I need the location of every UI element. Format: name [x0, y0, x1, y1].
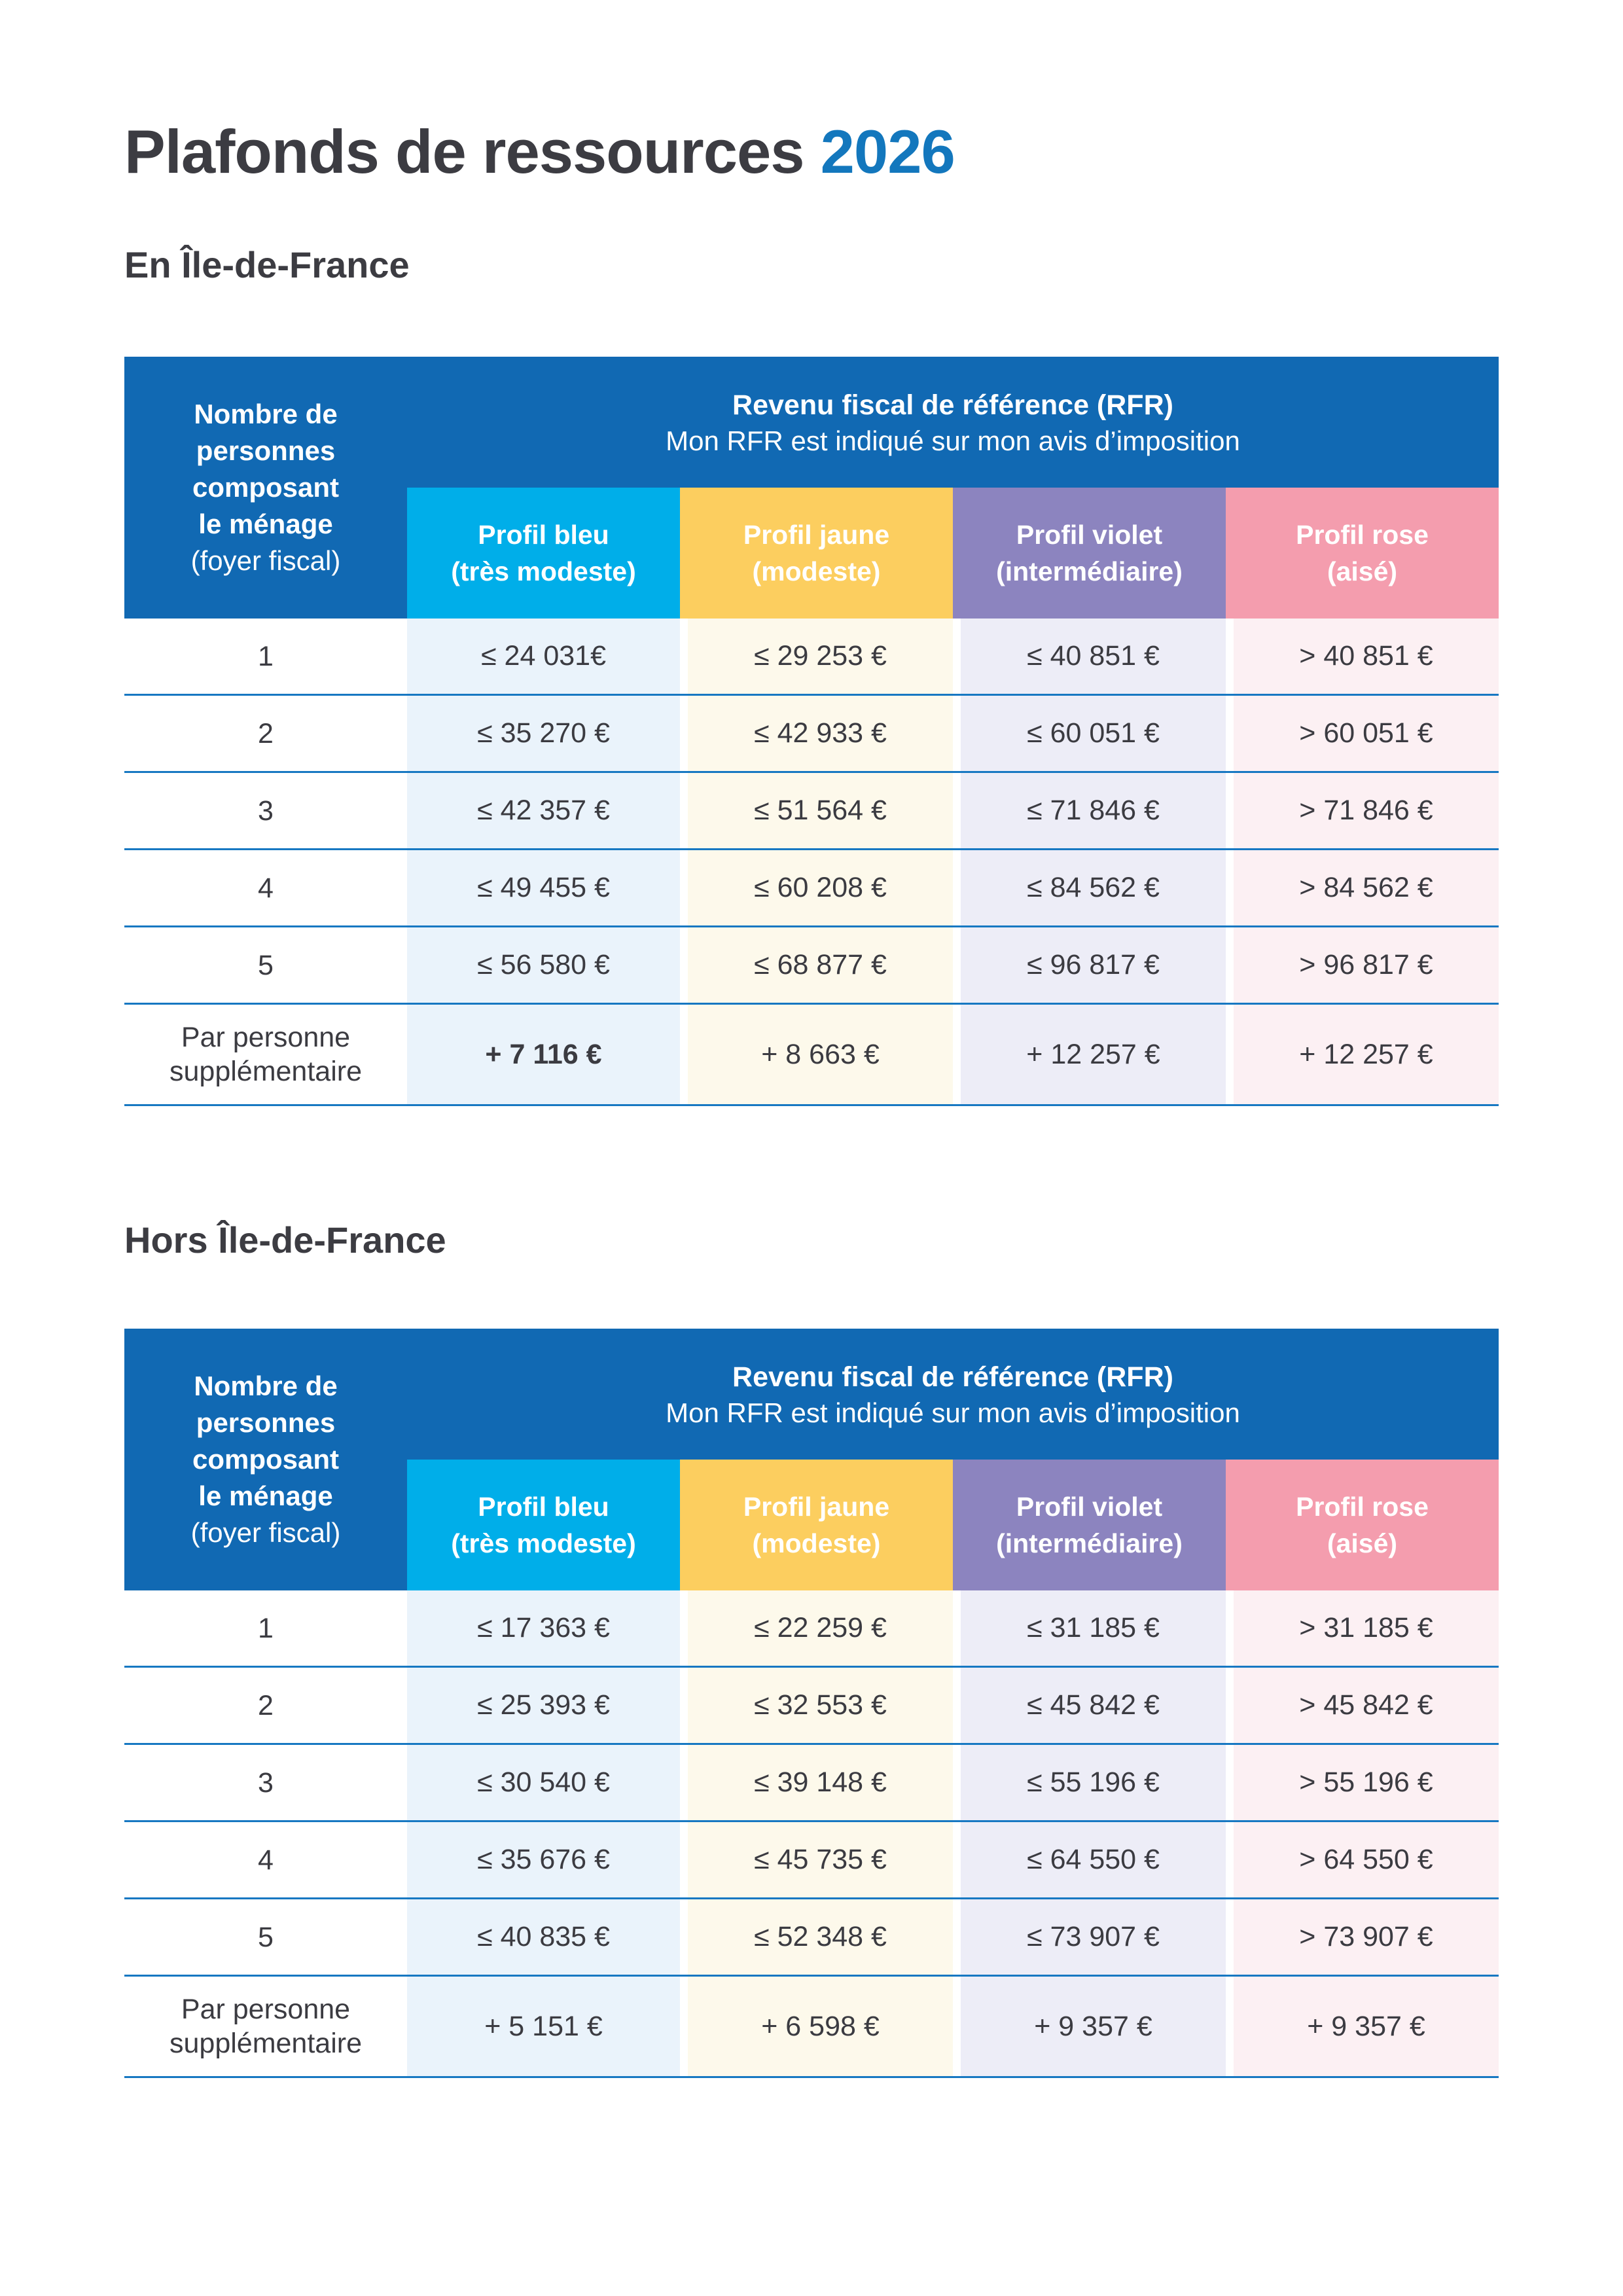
corner-note: (foyer fiscal) [190, 1517, 341, 1548]
value-cell: ≤ 42 933 € [680, 696, 953, 771]
value-cell: ≤ 32 553 € [680, 1668, 953, 1743]
profile-header-jaune [680, 488, 953, 619]
page-title-text: Plafonds de ressources [124, 117, 804, 186]
row-label: 1 [124, 1590, 407, 1666]
row-label: 4 [124, 850, 407, 925]
table-row [124, 619, 1499, 694]
value-cell: > 96 817 € [1226, 927, 1499, 1003]
corner-line: le ménage [198, 509, 333, 539]
profile-qualifier: (très modeste) [451, 1528, 636, 1558]
value-cell: + 12 257 € [953, 1005, 1226, 1104]
value-cell: ≤ 84 562 € [953, 850, 1226, 925]
row-label: Par personne supplémentaire [124, 1977, 407, 2076]
value-cell: > 45 842 € [1226, 1668, 1499, 1743]
value-cell: + 12 257 € [1226, 1005, 1499, 1104]
rfr-subtitle: Mon RFR est indiqué sur mon avis d’imposition [666, 425, 1240, 456]
table-row [124, 1003, 1499, 1104]
rfr-subtitle: Mon RFR est indiqué sur mon avis d’imposition [666, 1397, 1240, 1428]
table-row [124, 771, 1499, 848]
profile-name: Profil jaune [743, 1492, 890, 1522]
table-row [124, 1975, 1499, 2076]
profile-qualifier: (aisé) [1327, 1528, 1398, 1558]
profile-headers [407, 488, 1499, 619]
table-row [124, 1897, 1499, 1975]
profile-header-bleu [407, 488, 680, 619]
profile-qualifier: (aisé) [1327, 556, 1398, 586]
corner-line: composant [192, 1444, 340, 1475]
corner-line: composant [192, 472, 340, 503]
profile-name: Profil jaune [743, 520, 890, 550]
table-row [124, 1590, 1499, 1666]
value-cell: ≤ 55 196 € [953, 1745, 1226, 1820]
value-cell: ≤ 56 580 € [407, 927, 680, 1003]
corner-note: (foyer fiscal) [190, 545, 341, 576]
value-cell: + 9 357 € [953, 1977, 1226, 2076]
corner-line: personnes [196, 1407, 336, 1438]
profile-qualifier: (intermédiaire) [996, 556, 1183, 586]
value-cell: ≤ 51 564 € [680, 773, 953, 848]
row-label: 5 [124, 1899, 407, 1975]
income-table-hors-ile-de-france [124, 1329, 1499, 2078]
value-cell: ≤ 39 148 € [680, 1745, 953, 1820]
value-cell: > 40 851 € [1226, 619, 1499, 694]
value-cell: > 71 846 € [1226, 773, 1499, 848]
profile-name: Profil violet [1016, 1492, 1163, 1522]
profile-qualifier: (très modeste) [451, 556, 636, 586]
value-cell: > 55 196 € [1226, 1745, 1499, 1820]
row-label: 3 [124, 773, 407, 848]
table-body [124, 1590, 1499, 2078]
rfr-title: Revenu fiscal de référence (RFR) [732, 389, 1173, 421]
table-row [124, 1666, 1499, 1743]
profile-header-jaune [680, 1460, 953, 1590]
profile-header-violet [953, 488, 1226, 619]
table-row [124, 848, 1499, 925]
value-cell: + 8 663 € [680, 1005, 953, 1104]
value-cell: ≤ 96 817 € [953, 927, 1226, 1003]
table-row [124, 694, 1499, 771]
income-table-ile-de-france [124, 357, 1499, 1106]
value-cell: ≤ 40 835 € [407, 1899, 680, 1975]
corner-line: Nombre de [194, 1371, 338, 1401]
value-cell: + 6 598 € [680, 1977, 953, 2076]
table-row [124, 1820, 1499, 1897]
value-cell: ≤ 22 259 € [680, 1590, 953, 1666]
table-row [124, 925, 1499, 1003]
row-label: 2 [124, 696, 407, 771]
row-label: 2 [124, 1668, 407, 1743]
value-cell: ≤ 45 842 € [953, 1668, 1226, 1743]
value-cell: ≤ 60 208 € [680, 850, 953, 925]
profile-qualifier: (modeste) [752, 1528, 881, 1558]
profile-header-rose [1226, 488, 1499, 619]
value-cell: ≤ 73 907 € [953, 1899, 1226, 1975]
table-body [124, 619, 1499, 1106]
section-heading-ile-de-france: En Île-de-France [124, 244, 410, 285]
value-cell: ≤ 60 051 € [953, 696, 1226, 771]
value-cell: ≤ 35 676 € [407, 1822, 680, 1897]
corner-line: le ménage [198, 1480, 333, 1511]
profile-qualifier: (intermédiaire) [996, 1528, 1183, 1558]
profile-name: Profil rose [1296, 520, 1429, 550]
page-title [124, 117, 955, 187]
value-cell: ≤ 17 363 € [407, 1590, 680, 1666]
rfr-header-area [407, 1329, 1499, 1590]
value-cell: > 64 550 € [1226, 1822, 1499, 1897]
profile-name: Profil bleu [478, 1492, 609, 1522]
value-cell: ≤ 71 846 € [953, 773, 1226, 848]
rfr-header [407, 1329, 1499, 1460]
value-cell: ≤ 52 348 € [680, 1899, 953, 1975]
value-cell: ≤ 49 455 € [407, 850, 680, 925]
value-cell: ≤ 64 550 € [953, 1822, 1226, 1897]
table-header [124, 1329, 1499, 1590]
value-cell: > 73 907 € [1226, 1899, 1499, 1975]
row-label: 1 [124, 619, 407, 694]
rfr-header [407, 357, 1499, 488]
rfr-header-area [407, 357, 1499, 619]
value-cell: + 7 116 € [407, 1005, 680, 1104]
row-label: Par personne supplémentaire [124, 1005, 407, 1104]
profile-header-violet [953, 1460, 1226, 1590]
value-cell: ≤ 24 031€ [407, 619, 680, 694]
value-cell: ≤ 31 185 € [953, 1590, 1226, 1666]
value-cell: + 9 357 € [1226, 1977, 1499, 2076]
corner-line: personnes [196, 435, 336, 466]
section-heading-hors-ile-de-france: Hors Île-de-France [124, 1219, 446, 1261]
value-cell: ≤ 42 357 € [407, 773, 680, 848]
profile-name: Profil bleu [478, 520, 609, 550]
row-label: 5 [124, 927, 407, 1003]
profile-headers [407, 1460, 1499, 1590]
value-cell: > 31 185 € [1226, 1590, 1499, 1666]
page-title-year: 2026 [820, 117, 955, 186]
value-cell: ≤ 35 270 € [407, 696, 680, 771]
value-cell: ≤ 68 877 € [680, 927, 953, 1003]
value-cell: ≤ 45 735 € [680, 1822, 953, 1897]
value-cell: ≤ 30 540 € [407, 1745, 680, 1820]
value-cell: > 84 562 € [1226, 850, 1499, 925]
value-cell: > 60 051 € [1226, 696, 1499, 771]
table-row [124, 1743, 1499, 1820]
row-label: 4 [124, 1822, 407, 1897]
row-label: 3 [124, 1745, 407, 1820]
table-header [124, 357, 1499, 619]
table-corner-header [124, 1329, 407, 1590]
rfr-title: Revenu fiscal de référence (RFR) [732, 1361, 1173, 1393]
value-cell: ≤ 29 253 € [680, 619, 953, 694]
value-cell: ≤ 25 393 € [407, 1668, 680, 1743]
profile-name: Profil violet [1016, 520, 1163, 550]
value-cell: ≤ 40 851 € [953, 619, 1226, 694]
corner-line: Nombre de [194, 399, 338, 429]
value-cell: + 5 151 € [407, 1977, 680, 2076]
profile-header-rose [1226, 1460, 1499, 1590]
profile-qualifier: (modeste) [752, 556, 881, 586]
profile-header-bleu [407, 1460, 680, 1590]
table-corner-header [124, 357, 407, 619]
profile-name: Profil rose [1296, 1492, 1429, 1522]
